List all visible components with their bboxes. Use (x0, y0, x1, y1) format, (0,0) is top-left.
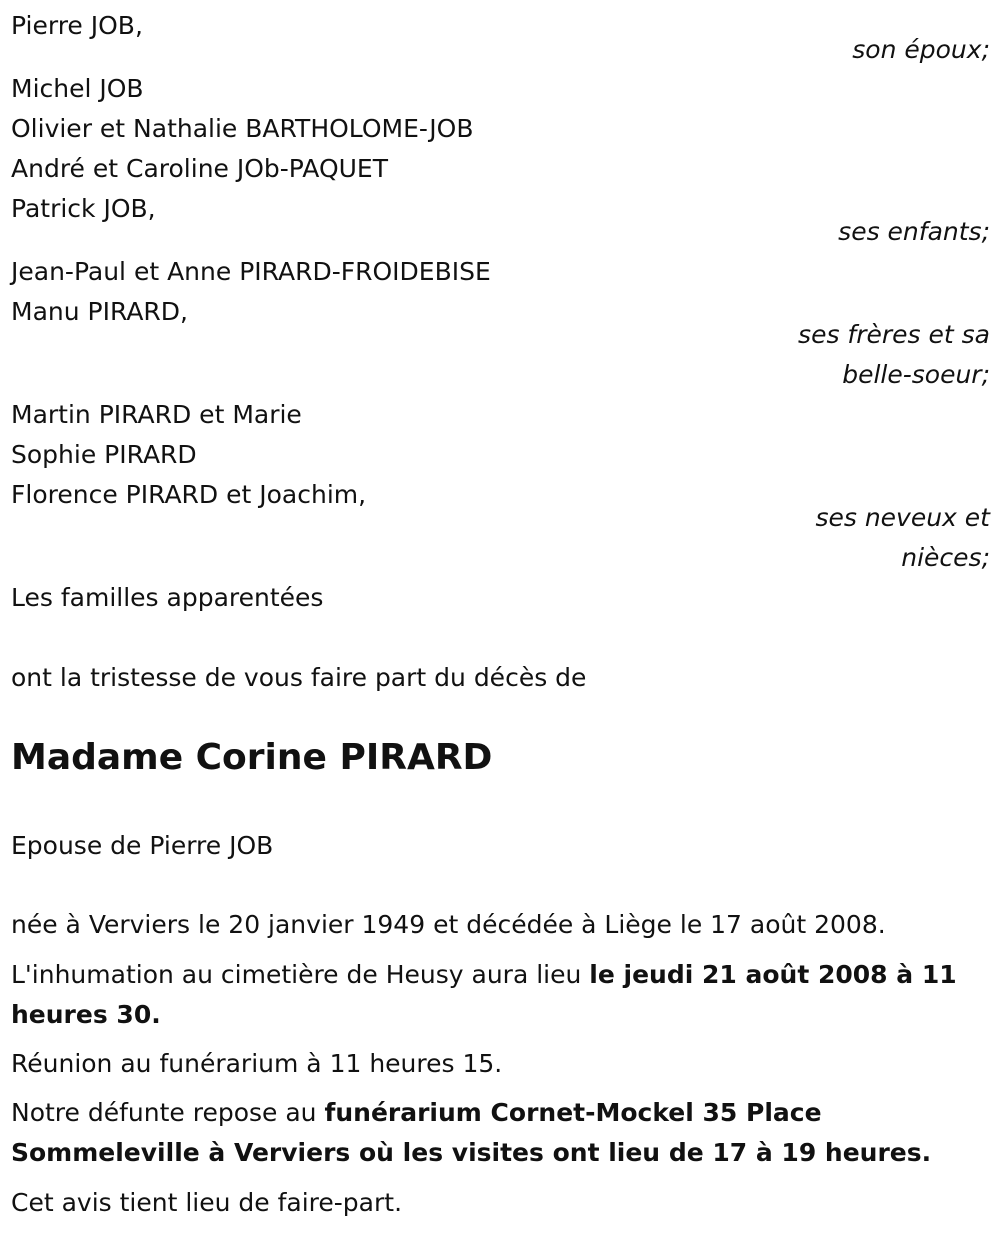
burial-paragraph (11, 955, 986, 1035)
nephews-relation-line: ses neveux et (815, 503, 990, 532)
siblings-relation-line: ses frères et sa (798, 320, 990, 349)
child-name: André et Caroline JOb-PAQUET (11, 154, 388, 183)
burial-date: le jeudi 21 août 2008 à 11 heures 30. (11, 960, 957, 1029)
nephew-name: Sophie PIRARD (11, 440, 197, 469)
child-name: Patrick JOB, (11, 194, 156, 223)
birth-death: née à Verviers le 20 janvier 1949 et décédée à Liège le 17 août 2008. (11, 910, 886, 939)
child-name: Olivier et Nathalie BARTHOLOME-JOB (11, 114, 474, 143)
repose-paragraph (11, 1093, 986, 1173)
nephew-name: Martin PIRARD et Marie (11, 400, 302, 429)
families-line: Les familles apparentées (11, 583, 324, 612)
siblings-relation-line: belle-soeur; (842, 360, 990, 389)
nephews-relation-line: nièces; (901, 543, 990, 572)
sibling-name: Jean-Paul et Anne PIRARD-FROIDEBISE (11, 257, 491, 286)
burial-text: L'inhumation au cimetière de Heusy aura lieu (11, 960, 590, 989)
repose-place: funérarium Cornet-Mockel 35 Place Sommeleville à Verviers où les visites ont lieu de 17 à 19 heures. (11, 1098, 932, 1167)
deceased-name: Madame Corine PIRARD (11, 737, 493, 778)
nephew-name: Florence PIRARD et Joachim, (11, 480, 367, 509)
announcement: ont la tristesse de vous faire part du décès de (11, 663, 587, 692)
meeting-line: Réunion au funérarium à 11 heures 15. (11, 1049, 503, 1078)
spouse-name: Pierre JOB, (11, 11, 143, 40)
closing-line: Cet avis tient lieu de faire-part. (11, 1188, 403, 1217)
children-relation: ses enfants; (838, 217, 990, 246)
sibling-name: Manu PIRARD, (11, 297, 189, 326)
spouse-line: Epouse de Pierre JOB (11, 831, 274, 860)
spouse-relation: son époux; (852, 35, 990, 64)
child-name: Michel JOB (11, 74, 144, 103)
repose-text: Notre défunte repose au (11, 1098, 325, 1127)
